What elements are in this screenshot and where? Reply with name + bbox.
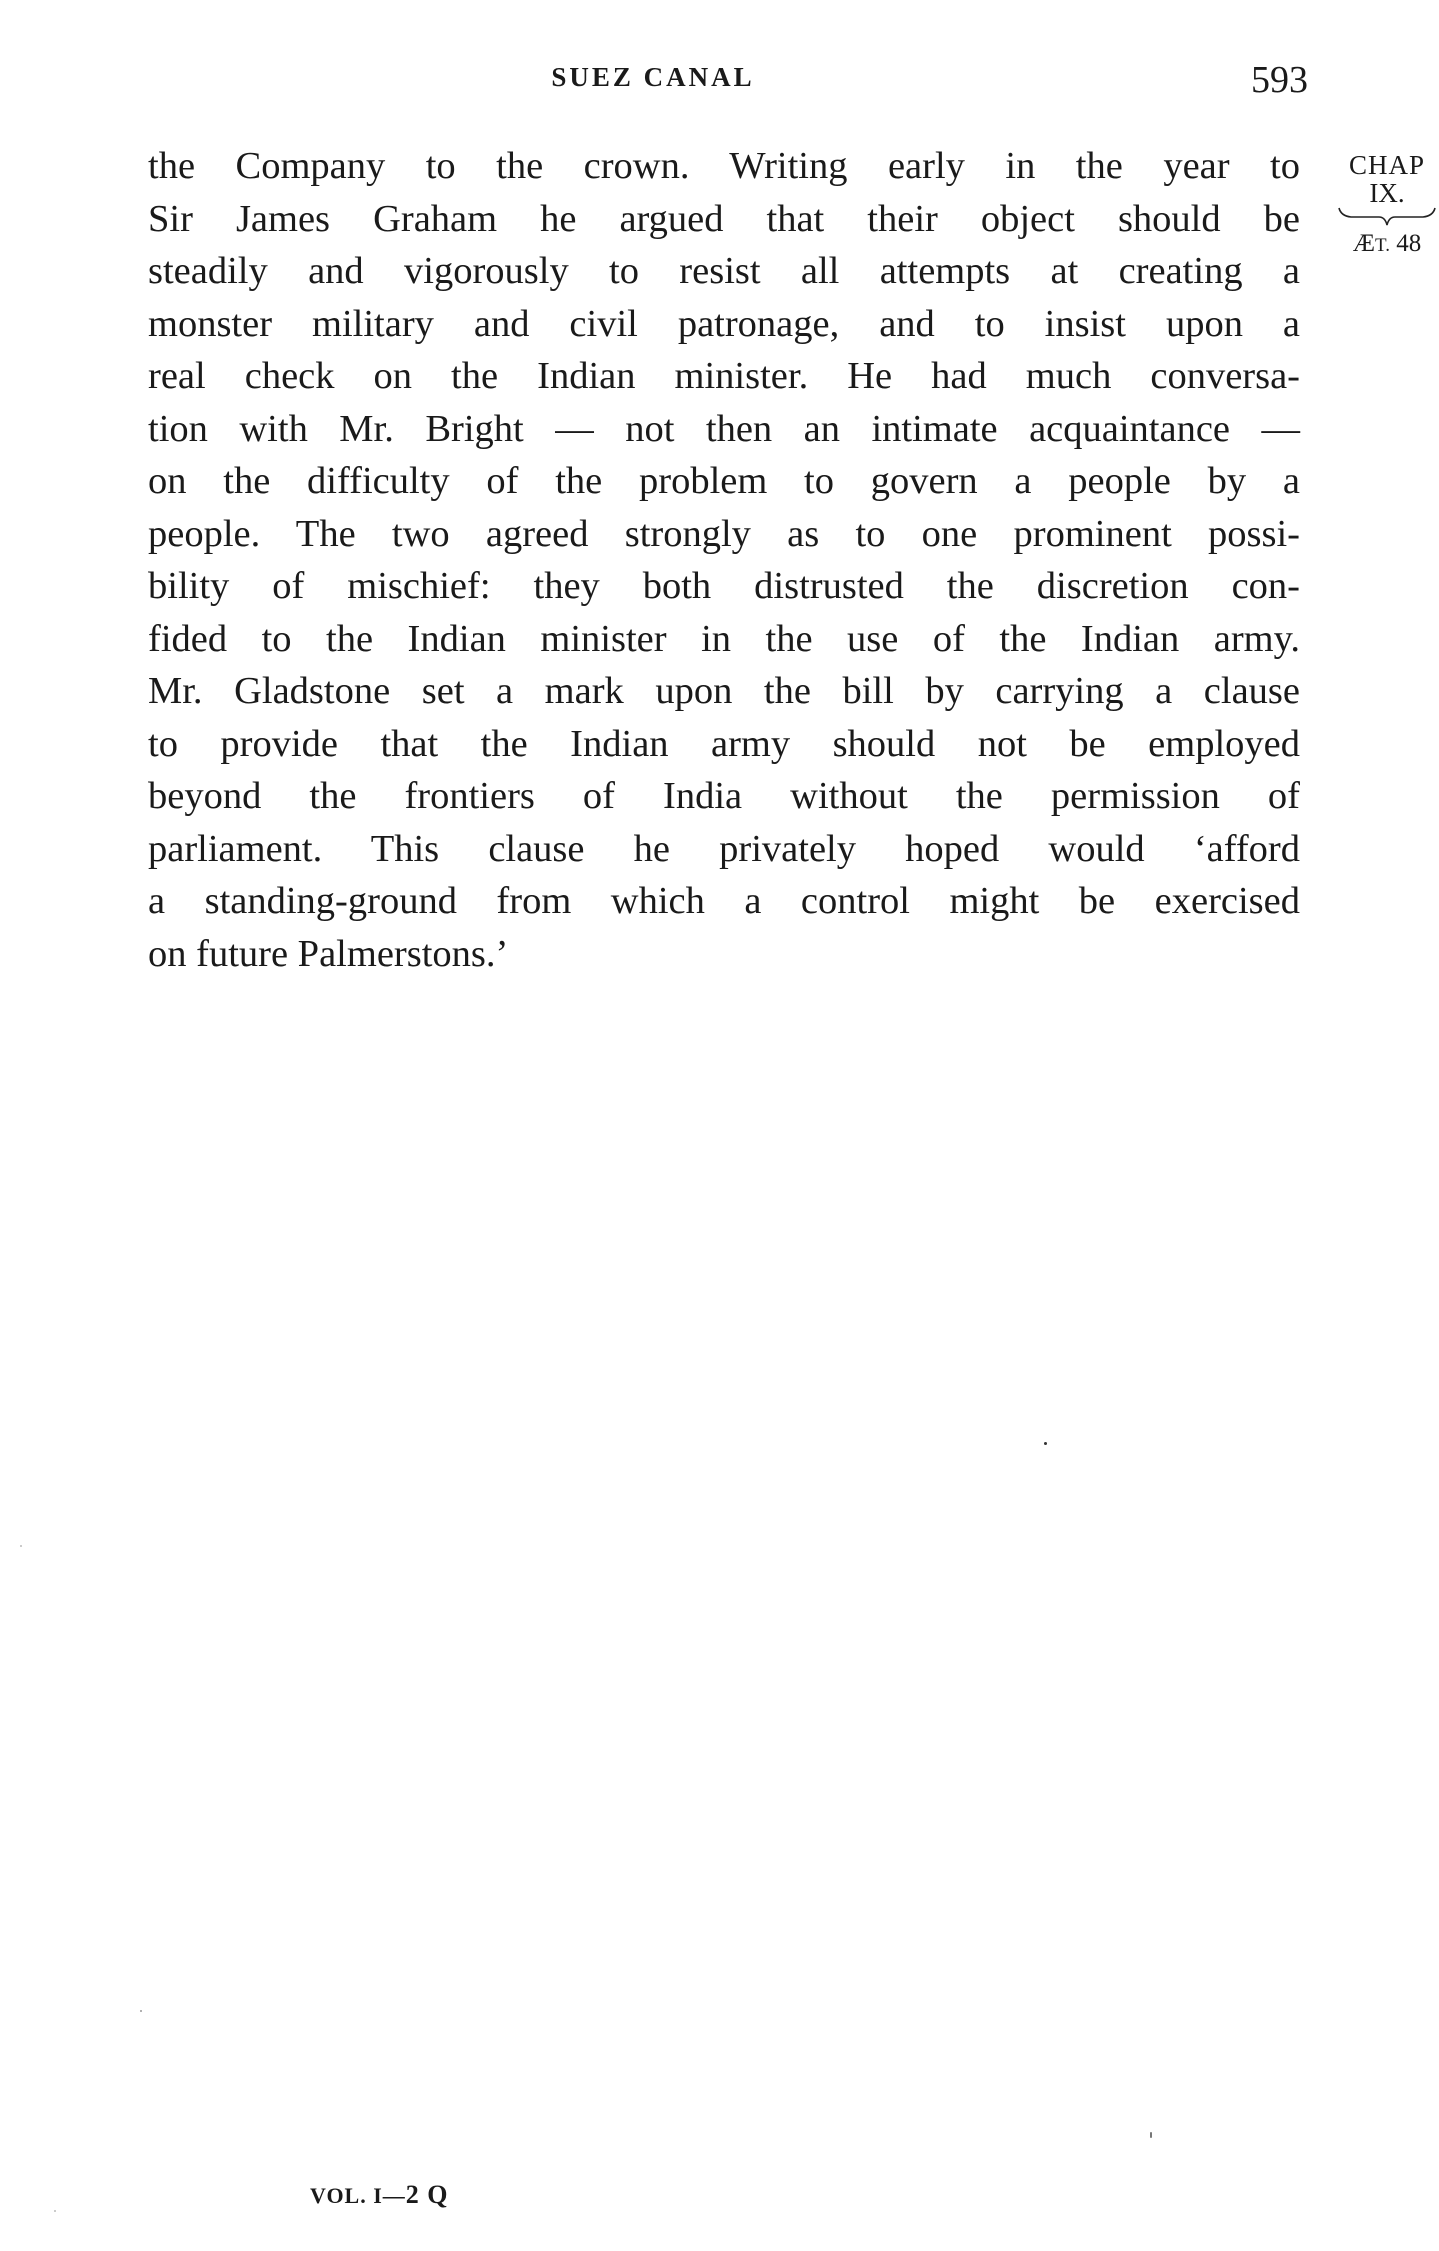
signature-volume: VOL. I (310, 2183, 383, 2208)
paper-speck (1044, 1442, 1047, 1445)
body-text (148, 140, 1300, 980)
text-line: beyond the frontiers of India without the permission of (148, 775, 1300, 817)
text-line: people. The two agreed strongly as to one prominent possi- (148, 512, 1300, 555)
text-line: monster military and civil patronage, and to insist upon a (148, 302, 1300, 345)
paper-speck (20, 1545, 22, 1547)
age-suffix: T. (1375, 235, 1390, 256)
paper-speck (140, 2010, 142, 2012)
text-line: fided to the Indian minister in the use of the Indian army. (148, 617, 1300, 660)
text-line: to provide that the Indian army should not be employed (148, 722, 1300, 765)
text-line: parliament. This clause he privately hoped would ‘afford (148, 827, 1300, 870)
paper-speck (54, 2210, 56, 2212)
page-number: 593 (1251, 59, 1308, 101)
running-title: SUEZ CANAL (551, 62, 755, 92)
text-line: a standing-ground from which a control might be exercised (148, 880, 1300, 922)
age-note (1335, 230, 1439, 258)
text-line: real check on the Indian minister. He had much conversa- (148, 355, 1300, 397)
text-line: on future Palmerstons.’ (148, 932, 509, 975)
text-line: Sir James Graham he argued that their object should be (148, 197, 1300, 240)
text-line: on the difficulty of the problem to govern a people by a (148, 460, 1300, 502)
chapter-label: CHAP (1348, 150, 1426, 180)
age-prefix: Æ (1352, 230, 1376, 257)
text-line: bility of mischief: they both distrusted the discretion con- (148, 565, 1300, 607)
brace-icon (1335, 206, 1439, 228)
signature-dash: — (382, 2183, 406, 2208)
text-line: tion with Mr. Bright — not then an intimate acquaintance — (148, 407, 1300, 450)
signature-gathering: 2 Q (405, 2180, 449, 2209)
signature-mark (310, 2180, 449, 2210)
paper-speck (1150, 2132, 1152, 2138)
age-value: 48 (1396, 230, 1422, 257)
text-line: steadily and vigorously to resist all attempts at creating a (148, 250, 1300, 292)
running-head (148, 58, 1308, 102)
chapter-number: IX. (1369, 178, 1405, 208)
text-line: Mr. Gladstone set a mark upon the bill by carrying a clause (148, 670, 1300, 712)
text-line: the Company to the crown. Writing early in the year to (148, 145, 1300, 187)
margin-note (1335, 150, 1439, 258)
